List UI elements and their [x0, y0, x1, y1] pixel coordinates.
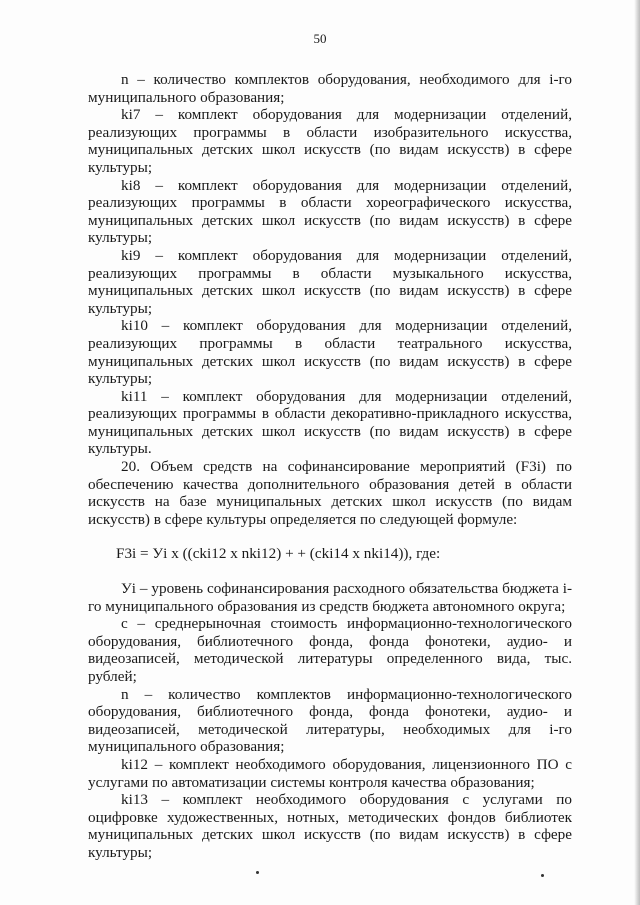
paragraph-yi-definition: Уi – уровень софинансирования расходного обязательства бюджета i-го муниципального образования из средств бюджета автономного округа;: [88, 580, 572, 615]
paragraph-ki12-definition: ki12 – комплект необходимого оборудования, лицензионного ПО с услугами по автоматизации системы контроля качества образования;: [88, 755, 572, 791]
formula-f3i: F3i = Уi x ((cki12 x nki12) + + (cki14 x nki14)), где:: [116, 545, 441, 563]
paragraph-ki9-definition: ki9 – комплект оборудования для модернизации отделений, реализующих программы в области музыкального искусства, муниципальных детских школ искусств (по видам искусств) в сфере культуры;: [88, 246, 572, 317]
paragraph-ki11-definition: ki11 – комплект оборудования для модернизации отделений, реализующих программы в области декоративно-прикладного искусства, муниципальных детских школ искусств (по видам искусств) в сфере культуры.: [88, 387, 572, 458]
document-body: [88, 71, 572, 862]
page-edge-shadow: [634, 0, 640, 905]
paragraph-n2-definition: n – количество комплектов информационно-технологического оборудования, библиотечного фонда, фонда фонотеки, аудио- и видеозаписей, методической литературы, необходимых для i-го муниципального образования;: [88, 685, 572, 756]
paragraph-n-definition: n – количество комплектов оборудования, необходимого для i-го муниципального образования;: [88, 71, 572, 106]
paragraph-ki7-definition: ki7 – комплект оборудования для модернизации отделений, реализующих программы в области изобразительного искусства, муниципальных детских школ искусств (по видам искусств) в сфере культуры;: [88, 106, 572, 176]
scan-speck: [256, 871, 259, 874]
page-number: 50: [313, 31, 327, 46]
spacer: [88, 563, 572, 580]
paragraph-ki8-definition: ki8 – комплект оборудования для модернизации отделений, реализующих программы в области хореографического искусства, муниципальных детских школ искусств (по видам искусств) в сфере культуры;: [88, 176, 572, 247]
paragraph-section-20: 20. Объем средств на софинансирование мероприятий (F3i) по обеспечению качества дополнительного образования детей в области искусств на базе муниципальных детских школ искусств (по видам искусств) в сфере культуры определяется по следующей формуле:: [88, 458, 572, 528]
scan-speck: [541, 874, 544, 877]
spacer: [88, 528, 572, 545]
paragraph-ki13-definition: ki13 – комплект необходимого оборудования с услугами по оцифровке художественных, нотных, методических фондов библиотек муниципальных детских школ искусств (по видам искусств) в сфере культуры;: [88, 791, 572, 861]
paragraph-ki10-definition: ki10 – комплект оборудования для модернизации отделений, реализующих программы в области театрального искусства, муниципальных детских школ искусств (по видам искусств) в сфере культуры;: [88, 317, 572, 388]
paragraph-c-definition: c – среднерыночная стоимость информационно-технологического оборудования, библиотечного фонда, фонда фонотеки, аудио- и видеозаписей, методической литературы определенного вида, тыс. рублей;: [88, 615, 572, 685]
